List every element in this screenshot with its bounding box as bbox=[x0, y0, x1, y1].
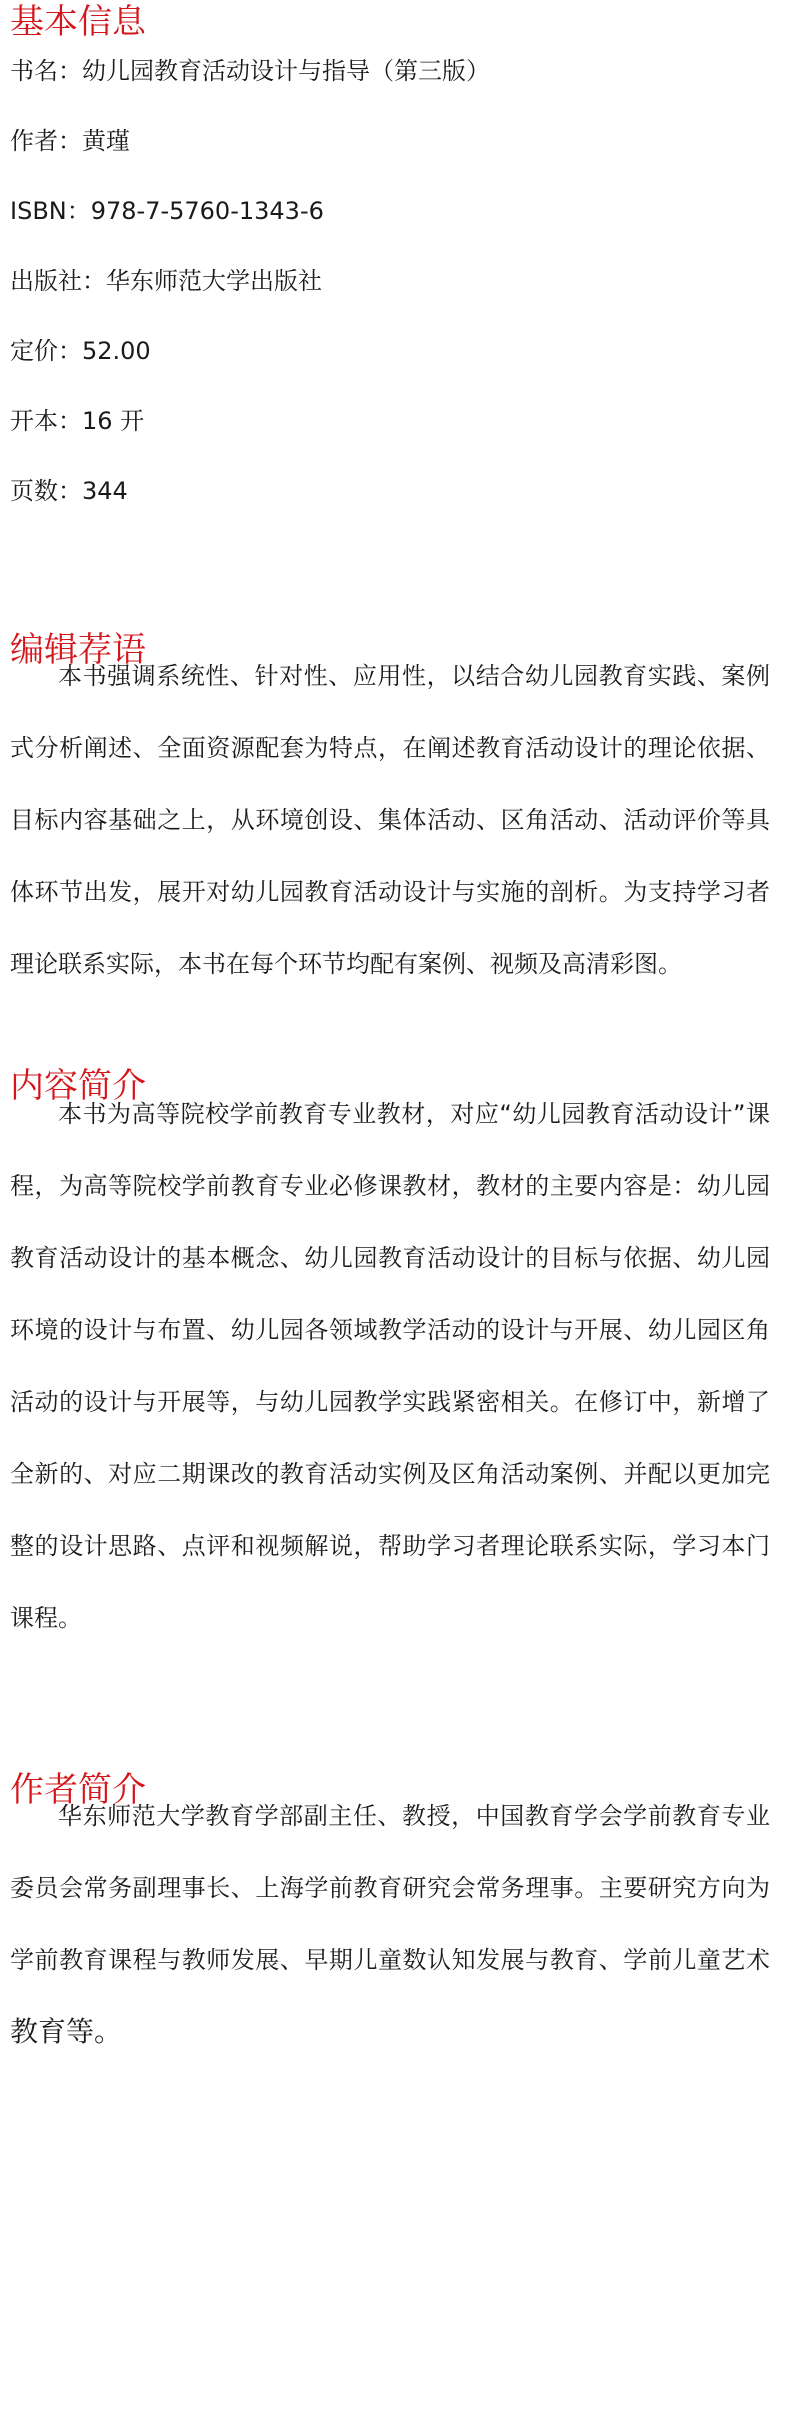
basic-info-list bbox=[10, 36, 780, 526]
publisher-line: 出版社：华东师范大学出版社 bbox=[10, 267, 322, 295]
author-intro-text bbox=[10, 1780, 770, 2069]
book-title-line: 书名：幼儿园教育活动设计与指导（第三版） bbox=[10, 57, 490, 85]
isbn-line: ISBN：978-7-5760-1343-6 bbox=[10, 197, 324, 225]
content-summary-text: 本书为高等院校学前教育专业教材，对应“幼儿园教育活动设计”课程，为高等院校学前教育专业必修课教材，教材的主要内容是：幼儿园教育活动设计的基本概念、幼儿园教育活动设计的目标与依据、幼儿园环境的设计与布置、幼儿园各领域教学活动的设计与开展、幼儿园区角活动的设计与开展等，与幼儿园教学实践紧密相关。在修订中，新增了全新的、对应二期课改的教育活动实例及区角活动案例、并配以更加完整的设计思路、点评和视频解说，帮助学习者理论联系实际，学习本门课程。 bbox=[10, 1100, 770, 1632]
section-title-editor-recommendation: 编辑荐语 bbox=[10, 630, 146, 670]
author-intro-main: 华东师范大学教育学部副主任、教授，中国教育学会学前教育专业委员会常务副理事长、上海学前教育研究会常务理事。主要研究方向为学前教育课程与教师发展、早期儿童数认知发展与教育、学前儿童艺术 bbox=[10, 1802, 770, 1974]
section-title-content-summary: 内容简介 bbox=[10, 1066, 146, 1106]
section-title-author-intro: 作者简介 bbox=[10, 1770, 146, 1810]
section-title-basic-info: 基本信息 bbox=[10, 2, 146, 42]
pages-line: 页数：344 bbox=[10, 477, 128, 505]
author-intro-end: 教育等。 bbox=[10, 2015, 123, 2048]
format-line: 开本：16 开 bbox=[10, 407, 145, 435]
author-line: 作者：黄瑾 bbox=[10, 127, 130, 155]
editor-recommendation-text: 本书强调系统性、针对性、应用性，以结合幼儿园教育实践、案例式分析阐述、全面资源配套为特点，在阐述教育活动设计的理论依据、目标内容基础之上，从环境创设、集体活动、区角活动、活动评价等具体环节出发，展开对幼儿园教育活动设计与实施的剖析。为支持学习者理论联系实际，本书在每个环节均配有案例、视频及高清彩图。 bbox=[10, 662, 770, 978]
price-line: 定价：52.00 bbox=[10, 337, 151, 365]
